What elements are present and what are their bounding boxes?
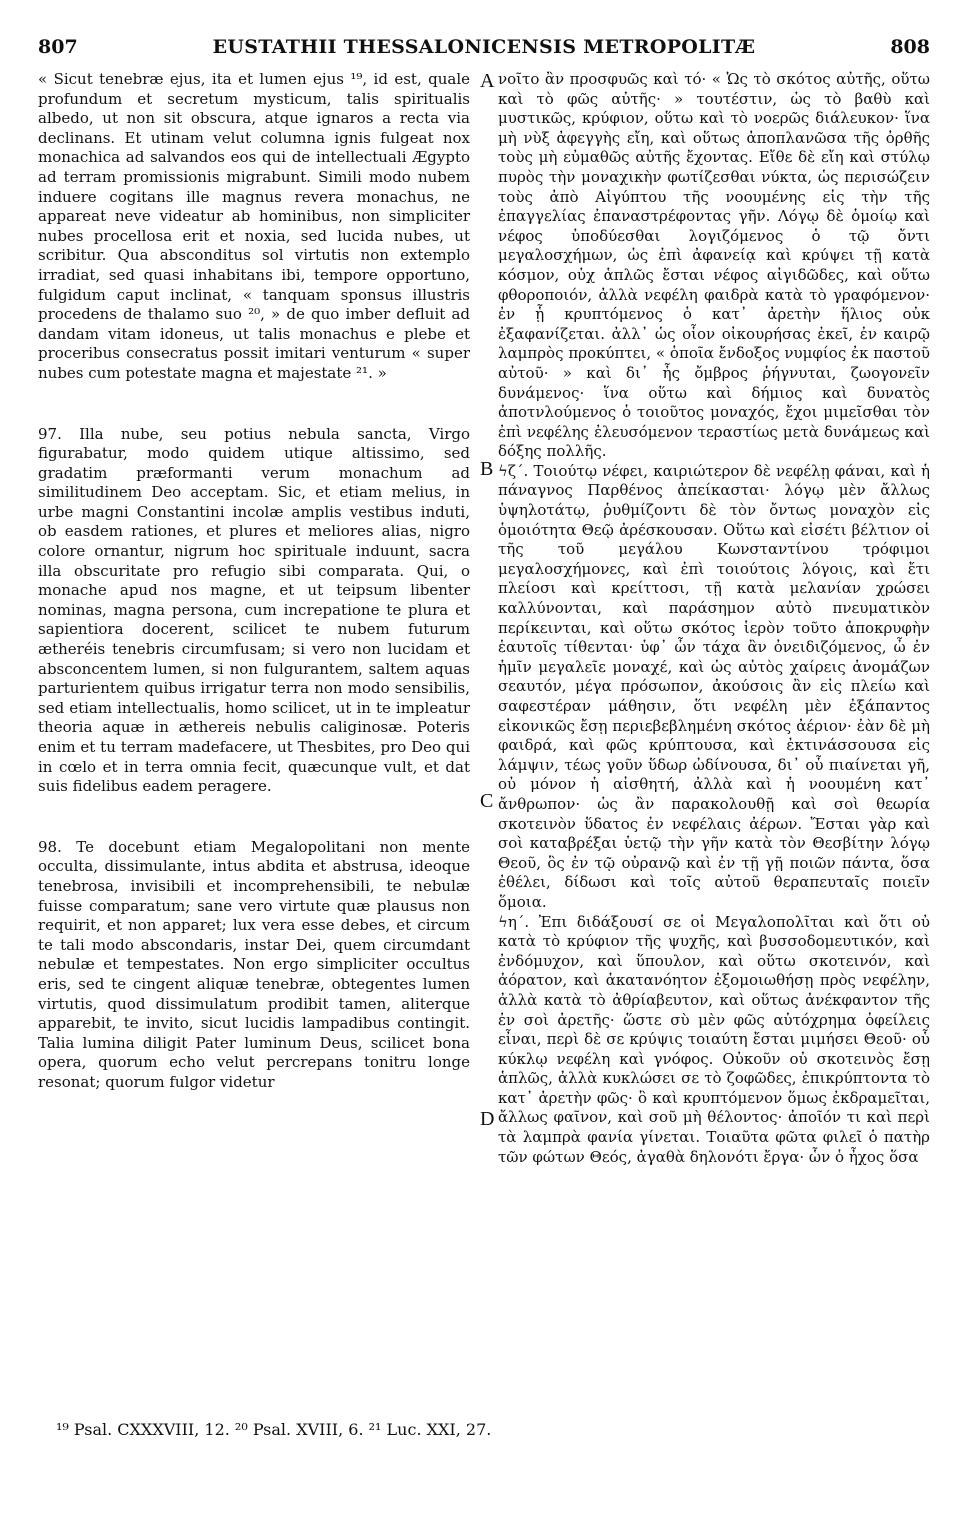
running-title: EUSTATHII THESSALONICENSIS METROPOLITÆ: [212, 36, 756, 58]
margin-letter-d: D: [480, 1108, 495, 1130]
margin-letter-b: B: [480, 458, 494, 480]
footnotes: ¹⁹ Psal. CXXXVIII, 12. ²⁰ Psal. XVIII, 6. ²¹ Luc. XXI, 27.: [56, 1420, 492, 1439]
greek-paragraph-1: νοῖτο ἂν προσφυῶς καὶ τό· « Ὡς τὸ σκότος αὐτῆς, οὕτω καὶ τὸ φῶς αὐτῆς· » τουτέστιν, ὡς τὸ βαθὺ καὶ μυστικῶς, κρύφιον, οὕτω καὶ τὸ νοερῶς διάλευκον· ἵνα μὴ νὺξ ἀφεγγὴς εἴη, καὶ οὕτως ἀποπλανῶσα τῆς ὀρθῆς τοὺς μὴ εὐμαθῶς αὐτῆς ἔχοντας. Εἴθε δὲ εἴη καὶ στύλῳ πυρὸς τὴν μοναχικὴν φωτίζεσθαι νύκτα, ὡς περισώζειν τοὺς ἀπὸ Αἰγύπτου τῆς νοουμένης εἰς τὴν τῆς ἐπαγγελίας ἐπαναστρέφοντας γῆν. Λόγῳ δὲ ὁμοίῳ καὶ νέφος ὑποδύεσθαι λογιζόμενος ὁ τῷ ὄντι μεγαλοσχήμων, ὡς ἐπὶ ἀφανείᾳ καὶ κρύψει τῇ κατὰ κόσμον, οὐχ ἁπλῶς ἔσται νέφος αἰγιδῶδες, καὶ οὕτω φθοροποιόν, ἀλλὰ νεφέλη φαιδρὰ κατὰ τὸ γραφόμενον· ἐν ᾗ κρυπτόμενος ὁ κατ᾽ ἀρετὴν ἥλιος οὐκ ἐξαφανίζεται. ἀλλ᾽ ὡς οἷον οἰκουρήσας ἐκεῖ, ἐν καιρῷ λαμπρὸς προκύπτει, « ὁποῖα ἔνδοξος νυμφίος ἐκ παστοῦ αὐτοῦ· » καὶ δι᾽ ἧς ὄμβρος ῥήγνυται, ζωογονεῖν δυνάμενος· ἵνα οὕτω καὶ δήμιος καὶ δυνατὸς ἀποτνλούμενος ὁ τοιοῦτος μοναχός, ἔχοι μιμεῖσθαι τὸν ἐπὶ νεφέλης ἐλευσόμενον τεραστίως μετὰ δυνάμεως καὶ δόξης πολλῆς.: [498, 70, 930, 461]
latin-column: [38, 70, 470, 1093]
page-number-right: 808: [890, 36, 930, 58]
latin-paragraph-97: 97. Illa nube, seu potius nebula sancta, Virgo figurabatur, modo quidem utique altissimo, sed gradatim præformanti verum monachum ad similitudinem Deo acceptam. Sic, et etiam melius, in urbe magni Constantini incolæ amplis vestibus induti, ob easdem rationes, et plures et meliores alias, nigro colore ornantur, nigrum hoc spirituale induunt, sacra illa obscuritate pro refugio sibi comparata. Qui, o monache apud nos magne, et ut teipsum libenter nominas, magna persona, cum increpatione te plura et sapientiora docerent, scilicet te nubem futurum ætheréis tenebris circumfusam; si vero non lucidam et absconcentem lumen, si non fulgurantem, saltem aquas parturientem quibus irrigatur terra non modo sensibilis, sed etiam intellectualis, homo scilicet, ut in te impleatur theoria aquæ in æthereis nebulis caliginosæ. Poteris enim et tu terram madefacere, ut Thesbites, pro Deo qui in cœlo et in terra omnia fecit, quæcunque vult, et dat suis fidelibus eadem peragere.: [38, 424, 470, 796]
greek-column: [498, 70, 930, 1167]
margin-letter-a: A: [480, 70, 495, 92]
latin-paragraph-1: « Sicut tenebræ ejus, ita et lumen ejus ¹⁹, id est, quale profundum et secretum mysticum, talis spiritualis albedo, ut non sit obscura, atque ignaros a recta via declinans. Et utinam velut columna ignis fulgeat nox monachica ad salvandos eos qui de intellectuali Ægypto ad terram promissionis migrabunt. Simili modo nubem induere cogitans ille magnus revera monachus, ne appareat neve videatur ab hominibus, non simpliciter nubes procellosa erit et noxia, sed lucida nubes, ut scribitur. Qua absconditus sol virtutis non extemplo irradiat, sed quasi inhabitans ibi, tempore opportuno, fulgidum caput inclinat, « tanquam sponsus illustris procedens de thalamo suo ²⁰, » de quo imber defluit ad dandam vitam idoneus, ut talis monachus e plebe et proceribus consecratus possit imitari venturum « super nubes cum potestate magna et majestate ²¹. »: [38, 70, 470, 382]
page-number-left: 807: [38, 36, 78, 58]
running-header: [38, 36, 930, 66]
margin-letter-c: C: [480, 790, 494, 812]
latin-paragraph-98: 98. Te docebunt etiam Megalopolitani non mente occulta, dissimulante, intus abdita et abstrusa, ideoque tenebrosa, invisibili et incomprehensibili, te nebulæ fuisse comparatum; sane vero virtute quæ plausus non requirit, et non apparet; lux vera esse debes, et circum te tali modo abscondaris, instar Dei, quem circumdant nebulæ et tempestates. Non ergo simpliciter occultus eris, sed te cingent aliquæ tenebræ, obtegentes lumen virtutis, quod dissimulatum prodibit tamen, aliterque apparebit, te invito, sicut lucidis lampadibus contingit. Talia lumina diligit Pater luminum Deus, scilicet bona opera, quorum echo velut percrepans tonitru longe resonat; quorum fulgor videtur: [38, 837, 470, 1091]
greek-paragraph-97: ϟζ΄. Τοιούτῳ νέφει, καιριώτερον δὲ νεφέλῃ φάναι, καὶ ἡ πάναγνος Παρθένος ἀπείκασται· λόγῳ μὲν ἄλλως ὑψηλοτάτῳ, ῥυθμίζοντι δὲ τὸν ὄντως μοναχὸν εἰς ὁμοιότητα Θεῷ ἀρέσκουσαν. Οὕτω καὶ εἰσέτι βέλτιον οἱ τῆς τοῦ μεγάλου Κωνσταντίνου τρόφιμοι μεγαλοσχήμονες, καὶ ἐπὶ τοιούτοις λόγοις, καὶ ἔτι πλείοσι καὶ κρείττοσι, τῇ κατὰ μελανίαν χρώσει καλλύνονται, καὶ παράσημον αὐτὸ πνευματικὸν περίκεινται, καὶ οὕτω σκότος ἱερὸν τοῦτο ἀποκρυφὴν ἑαυτοῖς τίθενται· ὑφ᾽ ὧν τάχα ἂν ὀνειδιζόμενος, ὦ ἐν ἡμῖν μεγαλεῖε μοναχέ, καὶ ὡς αὐτὸς χαίρεις ἀνομάζων σεαυτόν, μέγα πρόσωπον, ἀκούσοις ἂν εἰς πλείω καὶ σαφεστέραν μάθησιν, ὅτι νεφέλη μὲν ἐξάπαντος εἰκονικῶς ἔσῃ περιεβεβλημένη σκότος ἀέριον· ἐὰν δὲ μὴ φαιδρά, καὶ φῶς κρύπτουσα, καὶ ἐκτινάσσουσα εἰς λάμψιν, τέως γοῦν ὕδωρ ὠδίνουσα, δι᾽ οὗ πιαίνεται γῆ, οὐ μόνον ἡ αἰσθητή, ἀλλὰ καὶ ἡ νοουμένη κατ᾽ ἄνθρωπον· ὡς ἂν παρακολουθῇ καὶ σοὶ θεωρία σκοτεινὸν ὕδατος ἐν νεφέλαις ἀέρων. Ἔσται γὰρ καὶ σοὶ καταβρέξαι ὑετῷ τὴν γῆν κατὰ τὸν Θεσβίτην λόγῳ Θεοῦ, ὃς ἐν τῷ οὐρανῷ καὶ ἐν τῇ γῇ ποιῶν πάντα, ὅσα ἐθέλει, δίδωσι καὶ τοῖς αὐτοῦ θεραπευταῖς ποιεῖν ὅμοια.: [498, 461, 930, 911]
greek-paragraph-98: ϟη΄. Ἐπι διδάξουσί σε οἱ Μεγαλοπολῖται καὶ ὅτι οὐ κατὰ τὸ κρύφιον τῆς ψυχῆς, καὶ βυσσοδομευτικόν, καὶ ἐνδόμυχον, καὶ ὕπουλον, καὶ οὕτω σκοτεινόν, καὶ ἀόρατον, καὶ ἀκατανόητον ἐξομοιωθήσῃ πρὸς νεφέλην, ἀλλὰ κατὰ τὸ ἀθρίαβευτον, καὶ οὕτως ἀνέκφαντον τῆς ἐν σοὶ ἀρετῆς· ὥστε σὺ μὲν φῶς αὐτόχρημα ὀφείλεις εἶναι, περὶ δὲ σε κρύψις τοιαύτη ἔσται μιμήσει Θεοῦ· οὗ κύκλῳ νεφέλη καὶ γνόφος. Οὐκοῦν οὐ σκοτεινὸς ἔσῃ ἁπλῶς, ἀλλὰ κυκλώσει σε τὸ ζοφῶδες, ἐπικρύπτοντα τὸ κατ᾽ ἀρετὴν φῶς· ὃ καὶ κρυπτόμενον ὅμως ἐκδραμεῖται, ἄλλως φαῖνον, καὶ σοῦ μὴ θέλοντος· ἀποῖόν τι καὶ περὶ τὰ λαμπρὰ φανία γίνεται. Τοιαῦτα φῶτα φιλεῖ ὁ πατὴρ τῶν φώτων Θεός, ἀγαθὰ δηλονότι ἔργα· ὧν ὁ ἦχος ὅσα: [498, 912, 930, 1166]
